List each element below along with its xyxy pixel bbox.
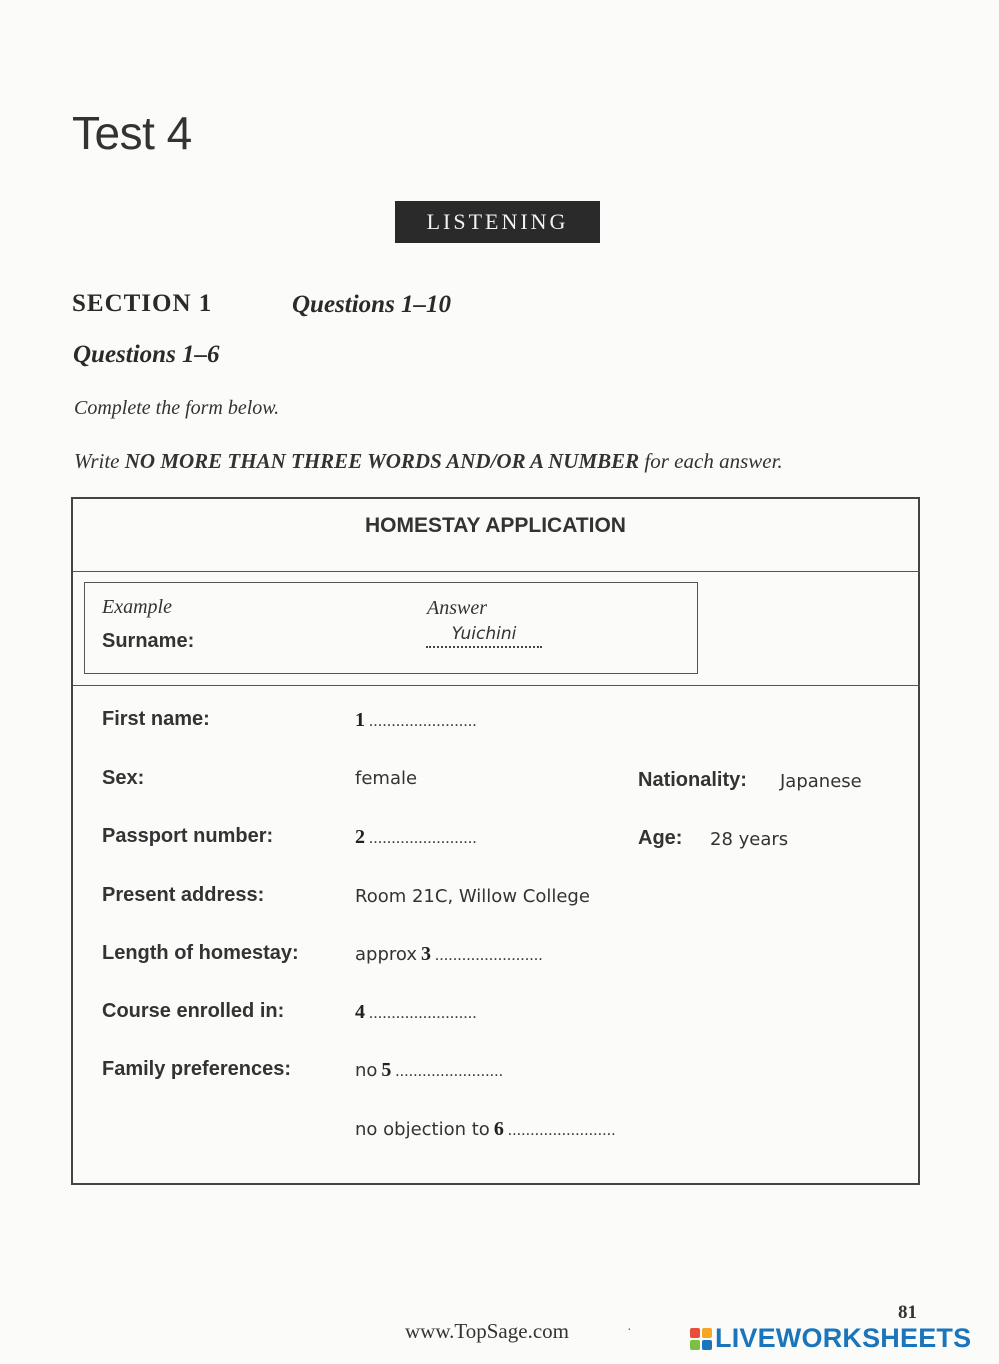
family-prefix-no-objection: no objection to xyxy=(355,1119,490,1140)
question-number-6: 6 xyxy=(493,1118,504,1140)
example-box xyxy=(84,582,698,674)
section-questions: Questions 1–10 xyxy=(292,291,452,318)
footer-url: www.TopSage.com xyxy=(405,1319,569,1343)
answer-blank-2[interactable]: ........................ xyxy=(369,830,477,847)
example-label: Example xyxy=(102,596,172,618)
family-blank-5[interactable] xyxy=(355,1059,503,1082)
question-number-5: 5 xyxy=(381,1059,392,1081)
nationality-value: Japanese xyxy=(780,771,862,792)
form-title: HOMESTAY APPLICATION xyxy=(365,514,626,537)
answer-blank-6[interactable]: ........................ xyxy=(507,1122,616,1139)
family-label: Family preferences: xyxy=(102,1058,291,1080)
question-number-4: 4 xyxy=(355,1001,365,1023)
logo-square-1 xyxy=(690,1328,700,1338)
family-prefix-no: no xyxy=(355,1060,378,1081)
instruction-suffix: for each answer. xyxy=(639,449,783,473)
page-number: 81 xyxy=(898,1302,917,1323)
question-number-2: 2 xyxy=(355,826,365,848)
logo-square-3 xyxy=(690,1340,700,1350)
answer-label: Answer xyxy=(427,597,487,619)
subquestions-heading: Questions 1–6 xyxy=(73,341,220,368)
first-name-label: First name: xyxy=(102,708,210,730)
listening-banner: LISTENING xyxy=(395,201,600,243)
instruction-word-limit-bold: NO MORE THAN THREE WORDS AND/OR A NUMBER xyxy=(124,449,640,473)
nationality-label: Nationality: xyxy=(638,769,747,791)
instruction-word-limit xyxy=(74,449,783,474)
answer-blank-5[interactable]: ........................ xyxy=(395,1063,504,1080)
example-surname-answer: Yuichini xyxy=(426,624,542,648)
instruction-prefix: Write xyxy=(74,449,125,473)
course-label: Course enrolled in: xyxy=(102,1000,285,1022)
length-label: Length of homestay: xyxy=(102,942,299,964)
first-name-blank[interactable] xyxy=(355,709,477,732)
course-blank[interactable] xyxy=(355,1001,477,1024)
logo-square-2 xyxy=(702,1328,712,1338)
address-value: Room 21C, Willow College xyxy=(355,886,590,907)
instruction-complete-form: Complete the form below. xyxy=(74,397,280,419)
length-prefix: approx xyxy=(355,944,417,965)
length-blank[interactable] xyxy=(355,943,543,966)
passport-blank[interactable] xyxy=(355,826,477,849)
section-label: SECTION 1 xyxy=(72,290,213,317)
family-blank-6[interactable] xyxy=(355,1118,616,1141)
answer-blank-3[interactable]: ........................ xyxy=(435,947,543,964)
answer-blank-4[interactable]: ........................ xyxy=(369,1005,477,1022)
form-divider-top xyxy=(73,571,920,572)
answer-blank-1[interactable]: ........................ xyxy=(369,713,477,730)
age-value: 28 years xyxy=(710,829,789,850)
address-label: Present address: xyxy=(102,884,265,906)
liveworksheets-logo-icon xyxy=(690,1328,712,1350)
question-number-1: 1 xyxy=(355,709,365,731)
sex-label: Sex: xyxy=(102,767,145,789)
age-label: Age: xyxy=(638,827,683,849)
question-number-3: 3 xyxy=(421,943,431,965)
passport-label: Passport number: xyxy=(102,825,274,847)
liveworksheets-brand[interactable] xyxy=(690,1323,971,1354)
liveworksheets-text: LIVEWORKSHEETS xyxy=(715,1323,972,1353)
sex-value: female xyxy=(355,768,418,789)
logo-square-4 xyxy=(702,1340,712,1350)
test-title: Test 4 xyxy=(72,107,192,159)
example-surname-label: Surname: xyxy=(102,630,195,652)
footer-dot-mark: · xyxy=(627,1323,632,1338)
form-divider-example xyxy=(73,685,920,686)
